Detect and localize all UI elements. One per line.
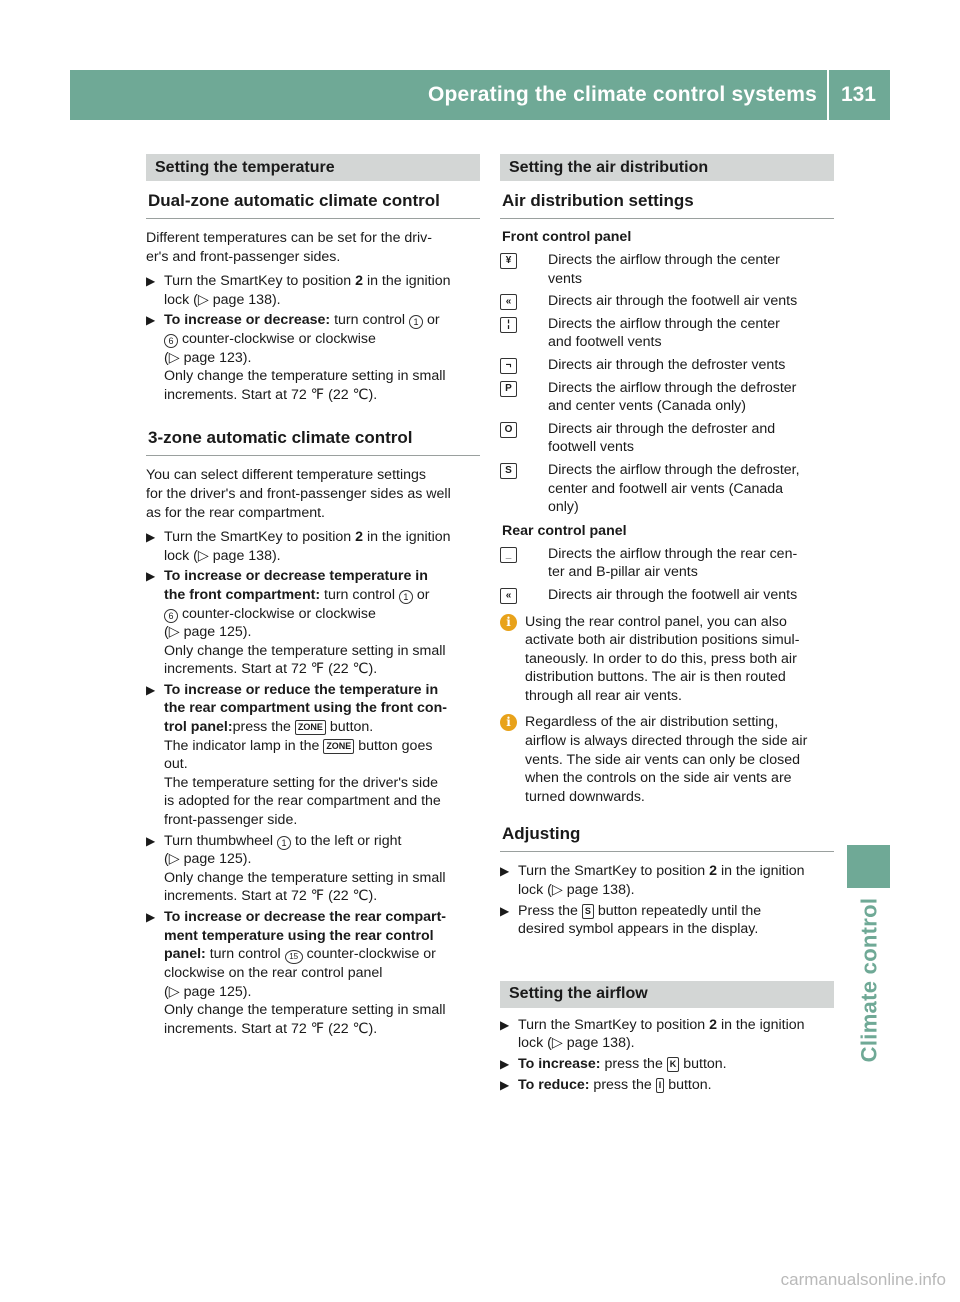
zone-button-icon: ZONE — [295, 720, 326, 735]
three-step-3: ▶ To increase or reduce the temperature in the rear compartment using the front con- trol panel:press the ZONE button. The indicator lamp in the ZONE button goes out. The temperature setting for the driver's side is adopted for the rear compartment and the front-passenger side. — [146, 681, 447, 829]
watermark: carmanualsonline.info — [780, 1270, 946, 1289]
side-tab — [848, 895, 890, 1065]
center-footwell-vent-icon: ¦ — [500, 317, 517, 333]
step-arrow-icon: ▶ — [146, 313, 156, 328]
symbol-row — [500, 545, 834, 582]
heading-air-distribution-settings: Air distribution settings — [500, 181, 834, 219]
page-ref-icon: ▷ — [551, 882, 563, 899]
three-intro: You can select different temperature settings for the driver's and front-passenger sides as well as for the rear compartment. — [146, 467, 451, 521]
symbol-description: Directs air through the footwell air vents — [548, 586, 798, 603]
info-icon: i — [500, 614, 517, 631]
dual-step-2: ▶ To increase or decrease: turn control 1 or 6 counter-clockwise or clockwise (▷ page 123). Only change the temperature setting in small increments. Start at 72 ℉ (22 ℃). — [146, 312, 446, 403]
control-1-icon: 1 — [399, 590, 413, 604]
page-header — [70, 70, 890, 120]
section-title-temperature: Setting the temperature — [146, 154, 480, 181]
step-arrow-icon: ▶ — [500, 903, 510, 918]
page-ref-icon: ▷ — [551, 1035, 563, 1052]
symbol-row — [500, 379, 834, 416]
symbol-row — [500, 420, 834, 457]
step-arrow-icon: ▶ — [146, 569, 156, 584]
heading-adjusting: Adjusting — [500, 814, 834, 852]
side-tab-label: Climate control — [856, 897, 882, 1063]
airflow-step-1: ▶ Turn the SmartKey to position 2 in the ignition lock (▷ page 138). — [500, 1016, 805, 1052]
symbol-row — [500, 356, 834, 375]
left-column — [146, 154, 480, 1041]
heading-dual-zone: Dual-zone automatic climate control — [146, 181, 480, 219]
step-arrow-icon: ▶ — [146, 833, 156, 848]
defrost-center-footwell-vent-icon: S — [500, 463, 517, 479]
info-note-2 — [500, 713, 834, 806]
page-ref-icon: ▷ — [197, 291, 209, 308]
info-note-1 — [500, 613, 834, 706]
symbol-row — [500, 292, 834, 311]
step-arrow-icon: ▶ — [500, 1077, 510, 1092]
control-6-icon: 6 — [164, 609, 178, 623]
symbol-description: Directs the airflow through the defroster, center and footwell air vents (Canada only) — [548, 461, 800, 516]
page-ref-icon: ▷ — [168, 349, 180, 366]
symbol-row — [500, 251, 834, 288]
symbol-description: Directs air through the defroster vents — [548, 356, 786, 373]
control-6-icon: 6 — [164, 334, 178, 348]
front-panel-label: Front control panel — [502, 229, 632, 245]
page-ref-icon: ▷ — [197, 547, 209, 564]
control-1-icon: 1 — [409, 315, 423, 329]
step-arrow-icon: ▶ — [146, 682, 156, 697]
fan-reduce-button-icon: I — [656, 1078, 665, 1093]
front-symbol-list — [500, 251, 834, 517]
three-step-4: ▶ Turn thumbwheel 1 to the left or right (▷ page 125). Only change the temperature setting in small increments. Start at 72 ℉ (22 ℃). — [146, 832, 446, 905]
step-arrow-icon: ▶ — [146, 530, 156, 545]
section-title-air-distribution: Setting the air distribution — [500, 154, 834, 181]
rear-symbol-list — [500, 545, 834, 605]
fan-increase-button-icon: K — [667, 1057, 680, 1072]
defrost-center-vent-icon: P — [500, 381, 517, 397]
symbol-description: Directs air through the footwell air vents — [548, 293, 798, 310]
symbol-row — [500, 315, 834, 352]
heading-three-zone: 3-zone automatic climate control — [146, 418, 480, 456]
three-step-1: ▶ Turn the SmartKey to position 2 in the ignition lock (▷ page 138). — [146, 529, 451, 564]
center-vent-icon: ¥ — [500, 253, 517, 269]
page-ref-icon: ▷ — [168, 983, 180, 1000]
info-icon: i — [500, 714, 517, 731]
step-arrow-icon: ▶ — [500, 1017, 510, 1032]
airflow-step-reduce: ▶ To reduce: press the I button. — [500, 1076, 712, 1093]
dual-step-1: ▶ Turn the SmartKey to position 2 in the ignition lock (▷ page 138). — [146, 273, 451, 308]
defrost-vent-icon: ¬ — [500, 358, 517, 374]
step-arrow-icon: ▶ — [146, 910, 156, 924]
dual-intro: Different temperatures can be set for the driv- er's and front-passenger sides. — [146, 230, 432, 265]
zone-button-icon: ZONE — [323, 739, 354, 754]
defrost-footwell-vent-icon: O — [500, 422, 517, 438]
rear-panel-label: Rear control panel — [502, 522, 627, 539]
three-step-2: ▶ To increase or decrease temperature in the front compartment: turn control 1 or 6 counter-clockwise or clockwise (▷ page 125). Only change the temperature setting in small increments. Start at 72 ℉ (22 ℃). — [146, 568, 446, 678]
step-arrow-icon: ▶ — [500, 1057, 510, 1071]
side-tab-marker — [847, 845, 890, 888]
symbol-description: Directs the airflow through the rear cen- ter and B-pillar air vents — [548, 545, 798, 581]
info-note-2-text: Regardless of the air distribution setting, airflow is always directed through the side air vents. The side air vents can only be closed when the controls on the side air vents are turned downwards. — [525, 714, 808, 805]
step-arrow-icon: ▶ — [500, 864, 510, 879]
symbol-description: Directs the airflow through the center and footwell vents — [548, 315, 780, 351]
symbol-description: Directs the airflow through the center vents — [548, 252, 780, 287]
control-15-icon: 15 — [285, 950, 303, 964]
rear-center-pillar-vent-icon: _ — [500, 547, 517, 563]
info-note-1-text: Using the rear control panel, you can also activate both air distribution positions simul- taneously. In order to do this, press both air distribution buttons. The air is then routed through all rear air vents. — [525, 613, 800, 704]
footwell-vent-icon: « — [500, 294, 517, 310]
symbol-row — [500, 461, 834, 517]
airflow-step-increase: ▶ To increase: press the K button. — [500, 1056, 727, 1072]
rear-footwell-vent-icon: « — [500, 588, 517, 604]
step-arrow-icon: ▶ — [146, 274, 156, 289]
adjust-step-1: ▶ Turn the SmartKey to position 2 in the ignition lock (▷ page 138). — [500, 863, 805, 899]
page-ref-icon: ▷ — [168, 624, 180, 641]
symbol-description: Directs the airflow through the defroster and center vents (Canada only) — [548, 379, 797, 415]
control-1-icon: 1 — [277, 836, 291, 850]
air-distribution-button-icon: S — [582, 904, 594, 919]
symbol-row — [500, 586, 834, 605]
adjust-step-2: ▶ Press the S button repeatedly until the desired symbol appears in the display. — [500, 902, 762, 938]
right-column — [500, 154, 834, 1096]
header-title: Operating the climate control systems — [427, 83, 817, 106]
three-step-5: ▶ To increase or decrease the rear compart- ment temperature using the rear control panel: turn control 15 counter-clockwise or clockwise on the rear control panel (▷ page 125). Only change the temperature setting in small increments. Start at 72 ℉ (22 ℃). — [146, 909, 447, 1037]
section-title-airflow: Setting the airflow — [500, 981, 834, 1008]
symbol-description: Directs air through the defroster and footwell vents — [548, 420, 776, 456]
page-number: 131 — [840, 83, 876, 106]
page-ref-icon: ▷ — [168, 851, 180, 868]
